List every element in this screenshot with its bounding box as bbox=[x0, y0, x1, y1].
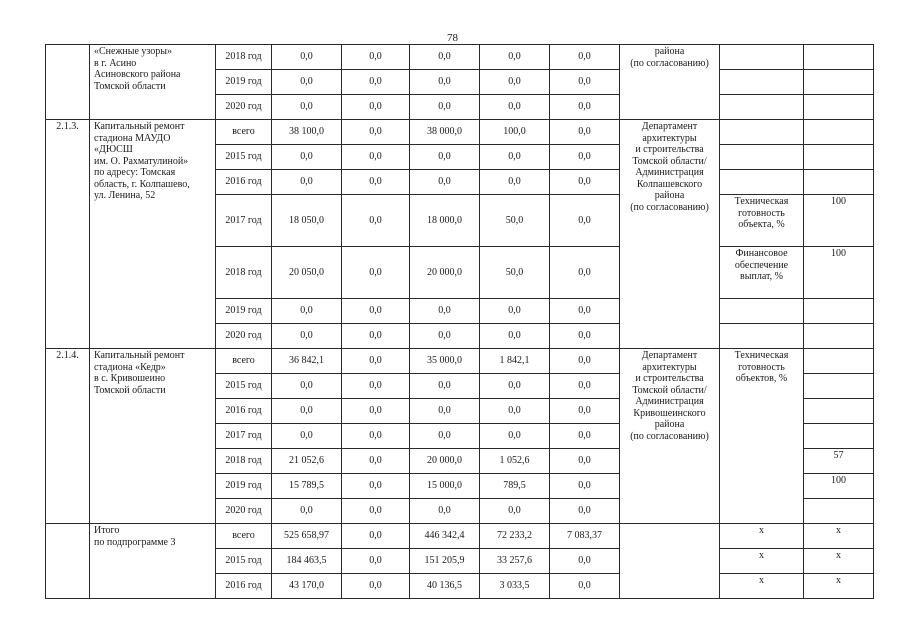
regional-cell: 18 000,0 bbox=[410, 195, 480, 247]
federal-cell: 0,0 bbox=[342, 349, 410, 374]
period-cell: 2019 год bbox=[216, 474, 272, 499]
responsible-cell: Департамент архитектуры и строительства Томской области/ Администрация Колпашевского района (по согласованию) bbox=[620, 120, 720, 349]
total-cell: 0,0 bbox=[272, 95, 342, 120]
period-cell: всего bbox=[216, 120, 272, 145]
program-table bbox=[45, 44, 874, 599]
indicator-value-cell bbox=[804, 399, 874, 424]
period-cell: 2018 год bbox=[216, 247, 272, 299]
regional-cell: 38 000,0 bbox=[410, 120, 480, 145]
total-cell: 525 658,97 bbox=[272, 524, 342, 549]
regional-cell: 0,0 bbox=[410, 45, 480, 70]
local-cell: 50,0 bbox=[480, 195, 550, 247]
item-name: Итого по подпрограмме 3 bbox=[90, 524, 216, 599]
total-cell: 0,0 bbox=[272, 374, 342, 399]
item-name: «Снежные узоры» в г. Асино Асиновского района Томской области bbox=[90, 45, 216, 120]
local-cell: 0,0 bbox=[480, 424, 550, 449]
indicator-value-cell: 100 bbox=[804, 474, 874, 499]
indicator-value-cell bbox=[804, 349, 874, 374]
indicator-cell bbox=[720, 170, 804, 195]
total-cell: 36 842,1 bbox=[272, 349, 342, 374]
responsible-cell bbox=[620, 524, 720, 599]
regional-cell: 0,0 bbox=[410, 424, 480, 449]
local-cell: 1 052,6 bbox=[480, 449, 550, 474]
period-cell: всего bbox=[216, 349, 272, 374]
total-cell: 21 052,6 bbox=[272, 449, 342, 474]
regional-cell: 20 000,0 bbox=[410, 247, 480, 299]
regional-cell: 0,0 bbox=[410, 499, 480, 524]
extra-cell: 0,0 bbox=[550, 374, 620, 399]
federal-cell: 0,0 bbox=[342, 45, 410, 70]
indicator-cell: x bbox=[720, 549, 804, 574]
indicator-value-cell bbox=[804, 299, 874, 324]
table-row bbox=[46, 120, 874, 145]
local-cell: 0,0 bbox=[480, 299, 550, 324]
extra-cell: 0,0 bbox=[550, 424, 620, 449]
total-cell: 0,0 bbox=[272, 145, 342, 170]
extra-cell: 0,0 bbox=[550, 145, 620, 170]
period-cell: 2015 год bbox=[216, 549, 272, 574]
federal-cell: 0,0 bbox=[342, 374, 410, 399]
federal-cell: 0,0 bbox=[342, 170, 410, 195]
indicator-value-cell bbox=[804, 374, 874, 399]
local-cell: 0,0 bbox=[480, 145, 550, 170]
federal-cell: 0,0 bbox=[342, 299, 410, 324]
local-cell: 789,5 bbox=[480, 474, 550, 499]
total-cell: 0,0 bbox=[272, 170, 342, 195]
federal-cell: 0,0 bbox=[342, 574, 410, 599]
period-cell: 2019 год bbox=[216, 299, 272, 324]
local-cell: 0,0 bbox=[480, 399, 550, 424]
total-cell: 0,0 bbox=[272, 299, 342, 324]
extra-cell: 0,0 bbox=[550, 449, 620, 474]
indicator-value-cell bbox=[804, 424, 874, 449]
table-row bbox=[46, 45, 874, 70]
local-cell: 100,0 bbox=[480, 120, 550, 145]
indicator-cell bbox=[720, 95, 804, 120]
period-cell: 2017 год bbox=[216, 195, 272, 247]
regional-cell: 0,0 bbox=[410, 145, 480, 170]
responsible-cell: района (по согласованию) bbox=[620, 45, 720, 120]
local-cell: 33 257,6 bbox=[480, 549, 550, 574]
indicator-value-cell bbox=[804, 170, 874, 195]
federal-cell: 0,0 bbox=[342, 247, 410, 299]
extra-cell: 0,0 bbox=[550, 324, 620, 349]
indicator-cell: x bbox=[720, 574, 804, 599]
regional-cell: 151 205,9 bbox=[410, 549, 480, 574]
local-cell: 0,0 bbox=[480, 324, 550, 349]
period-cell: 2015 год bbox=[216, 145, 272, 170]
indicator-cell: x bbox=[720, 524, 804, 549]
extra-cell: 0,0 bbox=[550, 95, 620, 120]
responsible-cell: Департамент архитектуры и строительства Томской области/ Администрация Кривошеинского района (по согласованию) bbox=[620, 349, 720, 524]
local-cell: 0,0 bbox=[480, 374, 550, 399]
total-cell: 0,0 bbox=[272, 499, 342, 524]
indicator-value-cell: 100 bbox=[804, 247, 874, 299]
extra-cell: 0,0 bbox=[550, 195, 620, 247]
indicator-cell bbox=[720, 299, 804, 324]
federal-cell: 0,0 bbox=[342, 324, 410, 349]
indicator-value-cell bbox=[804, 324, 874, 349]
extra-cell: 0,0 bbox=[550, 349, 620, 374]
extra-cell: 0,0 bbox=[550, 499, 620, 524]
extra-cell: 0,0 bbox=[550, 45, 620, 70]
indicator-value-cell: x bbox=[804, 549, 874, 574]
total-cell: 0,0 bbox=[272, 70, 342, 95]
item-code: 2.1.3. bbox=[46, 120, 90, 349]
local-cell: 0,0 bbox=[480, 45, 550, 70]
total-cell: 0,0 bbox=[272, 45, 342, 70]
indicator-cell: Финансовое обеспечение выплат, % bbox=[720, 247, 804, 299]
total-cell: 43 170,0 bbox=[272, 574, 342, 599]
regional-cell: 40 136,5 bbox=[410, 574, 480, 599]
item-code: 2.1.4. bbox=[46, 349, 90, 524]
extra-cell: 0,0 bbox=[550, 299, 620, 324]
period-cell: 2019 год bbox=[216, 70, 272, 95]
local-cell: 3 033,5 bbox=[480, 574, 550, 599]
total-cell: 20 050,0 bbox=[272, 247, 342, 299]
period-cell: всего bbox=[216, 524, 272, 549]
extra-cell: 7 083,37 bbox=[550, 524, 620, 549]
extra-cell: 0,0 bbox=[550, 247, 620, 299]
total-cell: 0,0 bbox=[272, 399, 342, 424]
federal-cell: 0,0 bbox=[342, 549, 410, 574]
indicator-cell bbox=[720, 70, 804, 95]
item-code bbox=[46, 45, 90, 120]
federal-cell: 0,0 bbox=[342, 399, 410, 424]
period-cell: 2016 год bbox=[216, 170, 272, 195]
indicator-cell bbox=[720, 45, 804, 70]
period-cell: 2020 год bbox=[216, 324, 272, 349]
extra-cell: 0,0 bbox=[550, 474, 620, 499]
indicator-value-cell bbox=[804, 70, 874, 95]
indicator-value-cell bbox=[804, 45, 874, 70]
period-cell: 2020 год bbox=[216, 499, 272, 524]
indicator-cell bbox=[720, 324, 804, 349]
regional-cell: 446 342,4 bbox=[410, 524, 480, 549]
regional-cell: 0,0 bbox=[410, 170, 480, 195]
regional-cell: 20 000,0 bbox=[410, 449, 480, 474]
period-cell: 2016 год bbox=[216, 399, 272, 424]
total-cell: 184 463,5 bbox=[272, 549, 342, 574]
total-cell: 0,0 bbox=[272, 324, 342, 349]
regional-cell: 15 000,0 bbox=[410, 474, 480, 499]
period-cell: 2018 год bbox=[216, 45, 272, 70]
total-cell: 38 100,0 bbox=[272, 120, 342, 145]
indicator-cell bbox=[720, 120, 804, 145]
regional-cell: 0,0 bbox=[410, 95, 480, 120]
period-cell: 2016 год bbox=[216, 574, 272, 599]
local-cell: 0,0 bbox=[480, 95, 550, 120]
indicator-value-cell: 100 bbox=[804, 195, 874, 247]
indicator-cell: Техническая готовность объектов, % bbox=[720, 349, 804, 524]
regional-cell: 0,0 bbox=[410, 399, 480, 424]
local-cell: 0,0 bbox=[480, 499, 550, 524]
indicator-value-cell bbox=[804, 145, 874, 170]
indicator-value-cell bbox=[804, 95, 874, 120]
period-cell: 2017 год bbox=[216, 424, 272, 449]
federal-cell: 0,0 bbox=[342, 424, 410, 449]
extra-cell: 0,0 bbox=[550, 549, 620, 574]
federal-cell: 0,0 bbox=[342, 95, 410, 120]
total-cell: 0,0 bbox=[272, 424, 342, 449]
indicator-value-cell: x bbox=[804, 574, 874, 599]
indicator-value-cell bbox=[804, 120, 874, 145]
regional-cell: 0,0 bbox=[410, 374, 480, 399]
local-cell: 1 842,1 bbox=[480, 349, 550, 374]
federal-cell: 0,0 bbox=[342, 195, 410, 247]
local-cell: 72 233,2 bbox=[480, 524, 550, 549]
federal-cell: 0,0 bbox=[342, 474, 410, 499]
federal-cell: 0,0 bbox=[342, 70, 410, 95]
table-row bbox=[46, 349, 874, 374]
extra-cell: 0,0 bbox=[550, 574, 620, 599]
indicator-value-cell: 57 bbox=[804, 449, 874, 474]
table-row bbox=[46, 524, 874, 549]
indicator-cell: Техническая готовность объекта, % bbox=[720, 195, 804, 247]
indicator-cell bbox=[720, 145, 804, 170]
indicator-value-cell: x bbox=[804, 524, 874, 549]
federal-cell: 0,0 bbox=[342, 120, 410, 145]
total-cell: 15 789,5 bbox=[272, 474, 342, 499]
regional-cell: 0,0 bbox=[410, 70, 480, 95]
extra-cell: 0,0 bbox=[550, 170, 620, 195]
table-body bbox=[46, 45, 874, 599]
period-cell: 2015 год bbox=[216, 374, 272, 399]
regional-cell: 0,0 bbox=[410, 324, 480, 349]
federal-cell: 0,0 bbox=[342, 524, 410, 549]
local-cell: 0,0 bbox=[480, 70, 550, 95]
regional-cell: 35 000,0 bbox=[410, 349, 480, 374]
item-name: Капитальный ремонт стадиона «Кедр» в с. Кривошеино Томской области bbox=[90, 349, 216, 524]
federal-cell: 0,0 bbox=[342, 449, 410, 474]
item-name: Капитальный ремонт стадиона МАУДО «ДЮСШ им. О. Рахматулиной» по адресу: Томская область, г. Колпашево, ул. Ленина, 52 bbox=[90, 120, 216, 349]
item-code bbox=[46, 524, 90, 599]
extra-cell: 0,0 bbox=[550, 70, 620, 95]
local-cell: 0,0 bbox=[480, 170, 550, 195]
total-cell: 18 050,0 bbox=[272, 195, 342, 247]
page-number: 78 bbox=[447, 32, 458, 44]
extra-cell: 0,0 bbox=[550, 120, 620, 145]
indicator-value-cell bbox=[804, 499, 874, 524]
local-cell: 50,0 bbox=[480, 247, 550, 299]
regional-cell: 0,0 bbox=[410, 299, 480, 324]
period-cell: 2020 год bbox=[216, 95, 272, 120]
federal-cell: 0,0 bbox=[342, 145, 410, 170]
extra-cell: 0,0 bbox=[550, 399, 620, 424]
period-cell: 2018 год bbox=[216, 449, 272, 474]
federal-cell: 0,0 bbox=[342, 499, 410, 524]
